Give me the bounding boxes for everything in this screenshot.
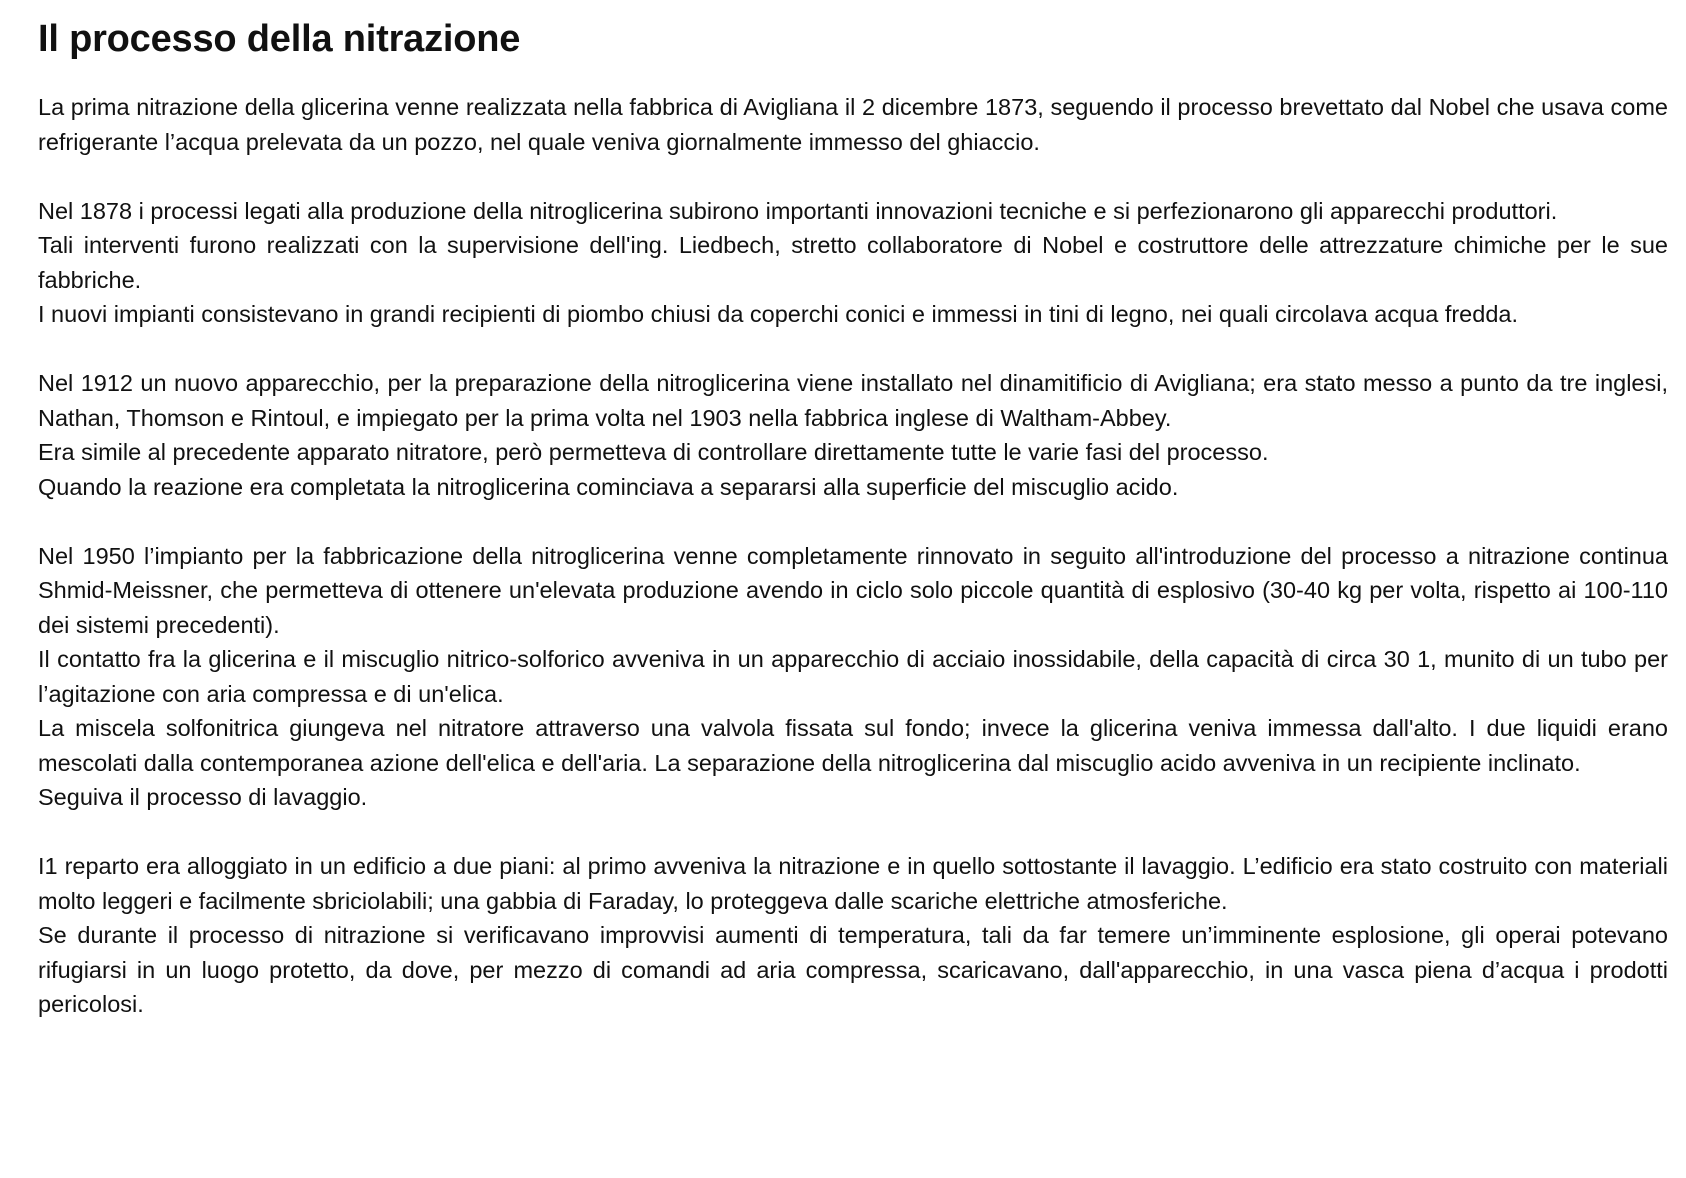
paragraph-spacer xyxy=(38,159,1668,194)
paragraph: La miscela solfonitrica giungeva nel nitratore attraverso una valvola fissata sul fondo; invece la glicerina veniva immessa dall'alto. I due liquidi erano mescolati dalla contemporanea azione dell'elica e dell'aria. La separazione della nitroglicerina dal miscuglio acido avveniva in un recipiente inclinato. xyxy=(38,715,1668,776)
paragraph: Era simile al precedente apparato nitratore, però permetteva di controllare direttamente tutte le varie fasi del processo. xyxy=(38,439,1269,465)
paragraph-spacer xyxy=(38,815,1668,850)
paragraph: Nel 1878 i processi legati alla produzione della nitroglicerina subirono importanti innovazioni tecniche e si perfezionarono gli apparecchi produttori. xyxy=(38,197,1558,224)
document-page xyxy=(38,14,1668,1022)
paragraph: I1 reparto era alloggiato in un edificio a due piani: al primo avveniva la nitrazione e in quello sottostante il lavaggio. L’edificio era stato costruito con materiali molto leggeri e facilmente sbriciolabili; una gabbia di Faraday, lo proteggeva dalle scariche elettriche atmosferiche. xyxy=(38,853,1668,914)
paragraph: La prima nitrazione della glicerina venne realizzata nella fabbrica di Avigliana il 2 dicembre 1873, seguendo il processo brevettato dal Nobel che usava come refrigerante l’acqua prelevata da un pozzo, nel quale veniva giornalmente immesso del ghiaccio. xyxy=(38,94,1668,155)
paragraph: Quando la reazione era completata la nitroglicerina cominciava a separarsi alla superficie del miscuglio acido. xyxy=(38,473,1179,500)
paragraph: Il contatto fra la glicerina e il miscuglio nitrico-solforico avveniva in un apparecchio di acciaio inossidabile, della capacità di circa 30 1, munito di un tubo per l’agitazione con aria compressa e di un'elica. xyxy=(38,646,1668,707)
paragraph-spacer xyxy=(38,332,1668,367)
document-body xyxy=(38,90,1668,1022)
paragraph-spacer xyxy=(38,504,1668,539)
document-title: Il processo della nitrazione xyxy=(38,18,521,60)
paragraph: Se durante il processo di nitrazione si verificavano improvvisi aumenti di temperatura, tali da far temere un’imminente esplosione, gli operai potevano rifugiarsi in un luogo protetto, da dove, per mezzo di comandi ad aria compressa, scaricavano, dall'apparecchio, in una vasca piena d’acqua i prodotti pericolosi. xyxy=(38,922,1668,1017)
paragraph: Nel 1912 un nuovo apparecchio, per la preparazione della nitroglicerina viene installato nel dinamitificio di Avigliana; era stato messo a punto da tre inglesi, Nathan, Thomson e Rintoul, e impiegato per la prima volta nel 1903 nella fabbrica inglese di Waltham-Abbey. xyxy=(38,370,1668,431)
paragraph: I nuovi impianti consistevano in grandi recipienti di piombo chiusi da coperchi conici e immessi in tini di legno, nei quali circolava acqua fredda. xyxy=(38,301,1518,327)
paragraph: Tali interventi furono realizzati con la supervisione dell'ing. Liedbech, stretto collaboratore di Nobel e costruttore delle attrezzature chimiche per le sue fabbriche. xyxy=(38,232,1668,293)
paragraph: Nel 1950 l’impianto per la fabbricazione della nitroglicerina venne completamente rinnovato in seguito all'introduzione del processo a nitrazione continua Shmid-Meissner, che permetteva di ottenere un'elevata produzione avendo in ciclo solo piccole quantità di esplosivo (30-40 kg per volta, rispetto ai 100-110 dei sistemi precedenti). xyxy=(38,542,1668,638)
paragraph: Seguiva il processo di lavaggio. xyxy=(38,784,368,810)
